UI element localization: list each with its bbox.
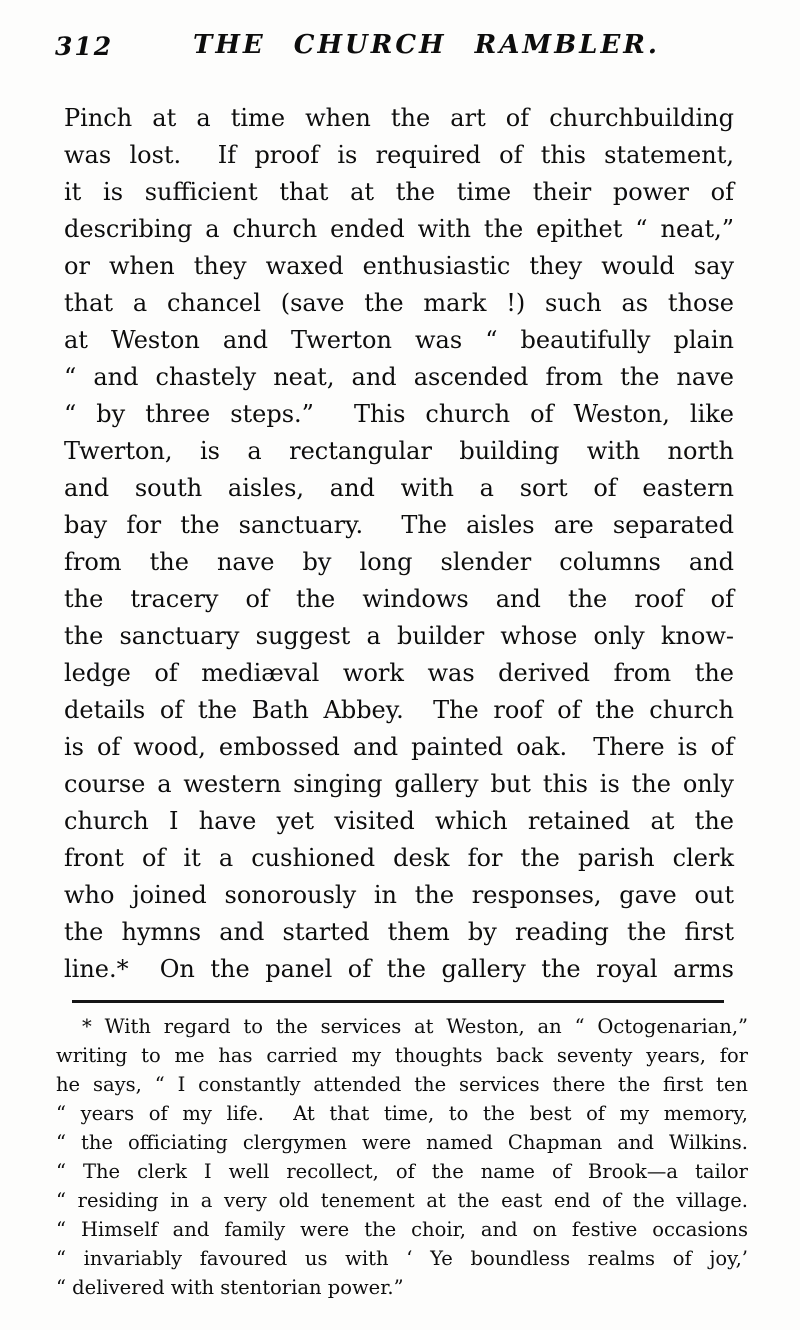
body-line: details of the Bath Abbey. The roof of the church	[64, 696, 734, 724]
body-line: or when they waxed enthusiastic they would say	[64, 252, 734, 280]
body-line: bay for the sanctuary. The aisles are separated	[64, 511, 734, 539]
body-line: line.* On the panel of the gallery the royal arms	[64, 955, 734, 983]
body-text	[64, 100, 734, 988]
body-line: and south aisles, and with a sort of eastern	[64, 474, 734, 502]
page-number: 312	[55, 32, 114, 61]
body-line: front of it a cushioned desk for the parish clerk	[64, 844, 734, 872]
body-line: the tracery of the windows and the roof of	[64, 585, 734, 613]
footnote-line: “ Himself and family were the choir, and on festive occasions	[56, 1218, 748, 1241]
body-line: the sanctuary suggest a builder whose only know-	[64, 622, 734, 650]
footnote	[56, 1012, 748, 1302]
footnote-line: writing to me has carried my thoughts back seventy years, for	[56, 1044, 748, 1067]
footnote-line: “ invariably favoured us with ‘ Ye boundless realms of joy,’	[56, 1247, 748, 1270]
footnote-line: * With regard to the services at Weston, an “ Octogenarian,”	[82, 1015, 748, 1038]
body-line: from the nave by long slender columns and	[64, 548, 734, 576]
body-line: at Weston and Twerton was “ beautifully plain	[64, 326, 734, 354]
footnote-line: “ years of my life. At that time, to the best of my memory,	[56, 1102, 748, 1125]
footnote-line: “ delivered with stentorian power.”	[56, 1276, 404, 1299]
footnote-line: “ residing in a very old tenement at the east end of the village.	[56, 1189, 748, 1212]
body-line: describing a church ended with the epithet “ neat,”	[64, 215, 734, 243]
footnote-line: “ The clerk I well recollect, of the name of Brook—a tailor	[56, 1160, 748, 1183]
footnote-rule	[72, 1000, 724, 1003]
body-line: ledge of mediæval work was derived from the	[64, 659, 734, 687]
body-line: was lost. If proof is required of this statement,	[64, 141, 734, 169]
body-line: it is sufficient that at the time their power of	[64, 178, 734, 206]
body-line: church I have yet visited which retained at the	[64, 807, 734, 835]
body-line: Pinch at a time when the art of churchbuilding	[64, 104, 734, 132]
body-line: “ by three steps.” This church of Weston, like	[64, 400, 734, 428]
footnote-line: he says, “ I constantly attended the services there the first ten	[56, 1073, 748, 1096]
body-line: that a chancel (save the mark !) such as those	[64, 289, 734, 317]
body-line: course a western singing gallery but this is the only	[64, 770, 734, 798]
running-header	[55, 30, 745, 66]
body-line: is of wood, embossed and painted oak. There is of	[64, 733, 734, 761]
body-line: the hymns and started them by reading the first	[64, 918, 734, 946]
body-line: “ and chastely neat, and ascended from the nave	[64, 363, 734, 391]
body-line: Twerton, is a rectangular building with north	[64, 437, 734, 465]
footnote-line: “ the officiating clergymen were named Chapman and Wilkins.	[56, 1131, 748, 1154]
running-title: THE CHURCH RAMBLER.	[193, 30, 660, 60]
body-line: who joined sonorously in the responses, gave out	[64, 881, 734, 909]
